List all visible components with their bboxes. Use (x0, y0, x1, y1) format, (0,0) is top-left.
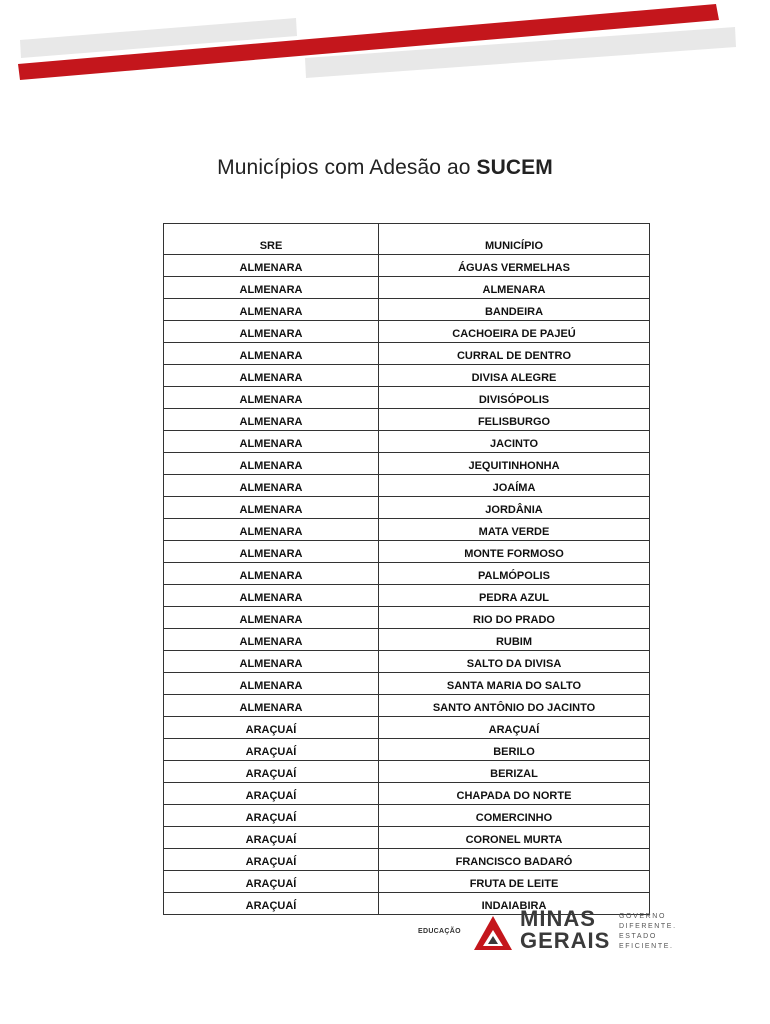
table-row (164, 475, 650, 497)
cell-municipio: JACINTO (379, 431, 650, 453)
table-row (164, 827, 650, 849)
cell-sre: ALMENARA (164, 563, 379, 585)
cell-municipio: ARAÇUAÍ (379, 717, 650, 739)
table-row (164, 783, 650, 805)
title-emphasis: SUCEM (476, 156, 553, 179)
cell-sre: ALMENARA (164, 299, 379, 321)
cell-sre: ARAÇUAÍ (164, 717, 379, 739)
cell-municipio: CHAPADA DO NORTE (379, 783, 650, 805)
cell-municipio: SALTO DA DIVISA (379, 651, 650, 673)
municipios-table-wrap (163, 223, 649, 915)
table-row (164, 695, 650, 717)
brand-name (520, 908, 610, 952)
cell-municipio: RUBIM (379, 629, 650, 651)
table-row (164, 585, 650, 607)
cell-sre: ALMENARA (164, 497, 379, 519)
table-row (164, 563, 650, 585)
table-row (164, 255, 650, 277)
cell-sre: ALMENARA (164, 629, 379, 651)
cell-sre: ALMENARA (164, 475, 379, 497)
cell-municipio: MATA VERDE (379, 519, 650, 541)
cell-sre: ALMENARA (164, 695, 379, 717)
page-title (0, 156, 770, 180)
cell-municipio: MONTE FORMOSO (379, 541, 650, 563)
cell-sre: ARAÇUAÍ (164, 893, 379, 915)
cell-sre: ALMENARA (164, 365, 379, 387)
minas-gerais-triangle-logo-icon (474, 916, 512, 950)
cell-municipio: BERILO (379, 739, 650, 761)
tagline-line-4: EFICIENTE. (619, 943, 674, 950)
table-header-row (164, 224, 650, 255)
header-municipio: MUNICÍPIO (379, 224, 650, 255)
table-row (164, 409, 650, 431)
table-row (164, 365, 650, 387)
table-row (164, 673, 650, 695)
table-row (164, 453, 650, 475)
cell-sre: ALMENARA (164, 343, 379, 365)
cell-sre: ARAÇUAÍ (164, 871, 379, 893)
cell-sre: ALMENARA (164, 277, 379, 299)
table-row (164, 761, 650, 783)
cell-sre: ALMENARA (164, 321, 379, 343)
cell-municipio: COMERCINHO (379, 805, 650, 827)
cell-sre: ARAÇUAÍ (164, 739, 379, 761)
cell-sre: ARAÇUAÍ (164, 761, 379, 783)
table-row (164, 277, 650, 299)
table-body (164, 255, 650, 915)
cell-municipio: SANTO ANTÔNIO DO JACINTO (379, 695, 650, 717)
cell-sre: ALMENARA (164, 255, 379, 277)
table-row (164, 497, 650, 519)
cell-sre: ARAÇUAÍ (164, 827, 379, 849)
brand-line-2: GERAIS (520, 928, 611, 953)
cell-municipio: DIVISÓPOLIS (379, 387, 650, 409)
cell-sre: ALMENARA (164, 541, 379, 563)
table-row (164, 387, 650, 409)
cell-municipio: INDAIABIRA (379, 893, 650, 915)
cell-sre: ALMENARA (164, 519, 379, 541)
cell-sre: ALMENARA (164, 431, 379, 453)
cell-municipio: PALMÓPOLIS (379, 563, 650, 585)
cell-sre: ALMENARA (164, 409, 379, 431)
cell-municipio: JORDÂNIA (379, 497, 650, 519)
table-row (164, 805, 650, 827)
title-prefix: Municípios com Adesão ao (217, 156, 477, 179)
cell-sre: ALMENARA (164, 387, 379, 409)
header-sre: SRE (164, 224, 379, 255)
cell-municipio: FRUTA DE LEITE (379, 871, 650, 893)
cell-sre: ARAÇUAÍ (164, 783, 379, 805)
cell-sre: ALMENARA (164, 651, 379, 673)
header-stripes (0, 0, 770, 110)
cell-municipio: FRANCISCO BADARÓ (379, 849, 650, 871)
brand-tagline (619, 912, 677, 952)
table-row (164, 717, 650, 739)
table-row (164, 651, 650, 673)
cell-municipio: CORONEL MURTA (379, 827, 650, 849)
cell-municipio: CURRAL DE DENTRO (379, 343, 650, 365)
tagline-line-3: ESTADO (619, 933, 657, 940)
cell-municipio: RIO DO PRADO (379, 607, 650, 629)
table-row (164, 321, 650, 343)
cell-municipio: BERIZAL (379, 761, 650, 783)
footer-logo (418, 908, 678, 958)
cell-municipio: SANTA MARIA DO SALTO (379, 673, 650, 695)
municipios-table (163, 223, 650, 915)
cell-municipio: ÁGUAS VERMELHAS (379, 255, 650, 277)
tagline-line-1: GOVERNO (619, 913, 666, 920)
cell-municipio: JEQUITINHONHA (379, 453, 650, 475)
cell-municipio: DIVISA ALEGRE (379, 365, 650, 387)
cell-sre: ARAÇUAÍ (164, 805, 379, 827)
brand-line-1: MINAS (520, 906, 596, 931)
table-row (164, 849, 650, 871)
table-row (164, 541, 650, 563)
cell-sre: ALMENARA (164, 453, 379, 475)
cell-sre: ALMENARA (164, 673, 379, 695)
table-row (164, 519, 650, 541)
tagline-line-2: DIFERENTE. (619, 923, 677, 930)
cell-municipio: FELISBURGO (379, 409, 650, 431)
cell-sre: ARAÇUAÍ (164, 849, 379, 871)
table-row (164, 629, 650, 651)
cell-sre: ALMENARA (164, 585, 379, 607)
table-row (164, 343, 650, 365)
education-label: EDUCAÇÃO (418, 928, 461, 935)
cell-municipio: CACHOEIRA DE PAJEÚ (379, 321, 650, 343)
cell-municipio: JOAÍMA (379, 475, 650, 497)
cell-municipio: BANDEIRA (379, 299, 650, 321)
cell-municipio: ALMENARA (379, 277, 650, 299)
table-row (164, 299, 650, 321)
table-row (164, 607, 650, 629)
table-row (164, 739, 650, 761)
table-row (164, 871, 650, 893)
cell-sre: ALMENARA (164, 607, 379, 629)
cell-municipio: PEDRA AZUL (379, 585, 650, 607)
table-row (164, 431, 650, 453)
